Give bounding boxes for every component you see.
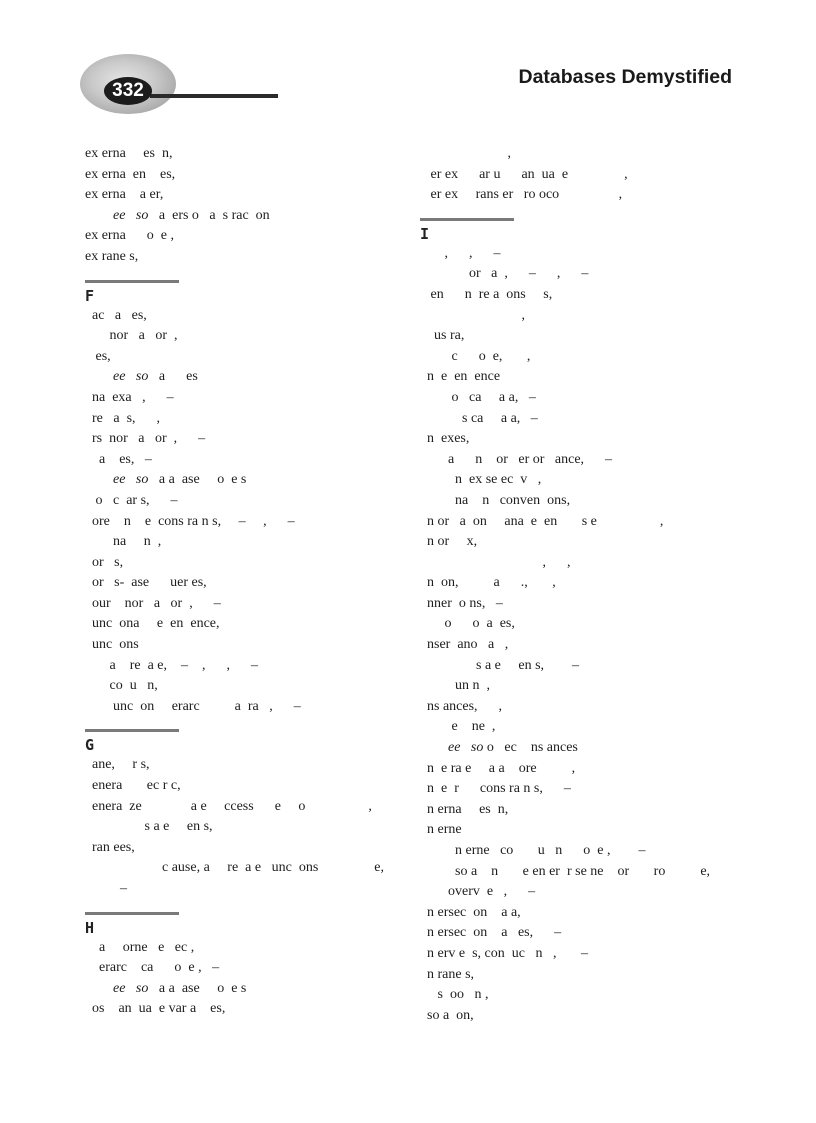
index-entry: e ne , bbox=[420, 719, 496, 735]
index-entry: n ex se ec v , bbox=[420, 472, 542, 488]
index-entry: c ause, a re a e unc ons e, bbox=[85, 860, 384, 876]
index-entry: ex erna es n, bbox=[85, 146, 173, 161]
index-entry: ex erna o e , bbox=[85, 228, 175, 244]
index-entry: co u n, bbox=[85, 678, 158, 694]
index-entry: unc ons bbox=[85, 637, 139, 653]
index-entry: na n , bbox=[85, 534, 162, 550]
index-entry: n exes, bbox=[420, 431, 470, 447]
index-column-left bbox=[85, 144, 415, 1020]
index-entry: ns ances, , bbox=[420, 698, 503, 714]
index-entry: n ersec on a a, bbox=[420, 904, 521, 920]
index-entry: ane, r s, bbox=[85, 757, 150, 773]
index-entry: en n re a ons s, bbox=[420, 286, 553, 302]
index-entry: n erne bbox=[420, 822, 462, 838]
section-divider bbox=[85, 274, 415, 286]
index-entry: er ex rans er ro oco , bbox=[420, 187, 623, 203]
index-entry: us ra, bbox=[420, 328, 465, 344]
page-number: 332 bbox=[112, 80, 144, 101]
index-entry: er ex ar u an ua e , bbox=[420, 166, 628, 182]
index-entry: so a on, bbox=[420, 1007, 474, 1023]
index-entry: ac a es, bbox=[85, 307, 147, 323]
index-entry: s oo n , bbox=[420, 987, 489, 1003]
index-entry: a re a e, – , , – bbox=[85, 657, 259, 673]
index-entry: n or a on ana e en s e , bbox=[420, 513, 664, 529]
index-column-right bbox=[420, 144, 750, 1026]
index-entry: – bbox=[85, 881, 127, 896]
index-entry: a orne e ec , bbox=[85, 939, 195, 955]
index-entry: ee so a a ase o e s bbox=[113, 980, 247, 996]
index-entry: s ca a a, – bbox=[420, 410, 538, 426]
index-entry: unc ona e en ence, bbox=[85, 616, 220, 632]
index-entry: ran ees, bbox=[85, 839, 135, 855]
book-title: Databases Demystified bbox=[518, 66, 732, 88]
index-entry: our nor a or , – bbox=[85, 595, 221, 611]
index-entry: na n conven ons, bbox=[420, 492, 571, 508]
index-entry: o c ar s, – bbox=[85, 492, 178, 508]
section-divider bbox=[85, 723, 415, 735]
index-entry: ee so a a ase o e s bbox=[113, 472, 247, 488]
index-entry: ee so a ers o a s rac on bbox=[113, 207, 270, 223]
index-entry: os an ua e var a es, bbox=[85, 1001, 226, 1017]
index-entry: ex erna a er, bbox=[85, 187, 164, 203]
index-entry: , , bbox=[420, 554, 571, 570]
index-entry: n e ra e a a ore , bbox=[420, 760, 576, 776]
index-entry: enera ec r c, bbox=[85, 778, 181, 794]
index-entry: s a e en s, – bbox=[420, 657, 580, 673]
index-entry: ee so a es bbox=[113, 369, 198, 385]
section-letter: F bbox=[85, 286, 95, 305]
index-entry: so a n e en er r se ne or ro e, bbox=[420, 863, 711, 879]
index-entry: n on, a ., , bbox=[420, 575, 556, 591]
index-entry: n e en ence bbox=[420, 369, 501, 385]
index-entry: n ersec on a es, – bbox=[420, 925, 562, 941]
index-entry: na exa , – bbox=[85, 389, 174, 405]
section-divider bbox=[420, 212, 750, 224]
index-entry: nner o ns, – bbox=[420, 595, 503, 611]
index-entry: es, bbox=[85, 348, 111, 364]
index-entry: or s- ase uer es, bbox=[85, 575, 207, 591]
index-entry: , bbox=[420, 307, 525, 323]
header-rule bbox=[150, 94, 278, 98]
index-entry: erarc ca o e , – bbox=[85, 960, 220, 976]
index-entry: ex erna en es, bbox=[85, 166, 176, 182]
index-entry: o ca a a, – bbox=[420, 389, 536, 405]
index-entry: ex rane s, bbox=[85, 248, 139, 264]
index-entry: ee so o ec ns ances bbox=[448, 740, 578, 756]
index-entry: s a e en s, bbox=[85, 819, 213, 835]
index-entry: overv e , – bbox=[420, 884, 536, 900]
index-entry: re a s, , bbox=[85, 410, 161, 426]
index-entry: nser ano a , bbox=[420, 637, 509, 653]
index-entry: n rane s, bbox=[420, 966, 475, 982]
section-letter: G bbox=[85, 736, 95, 755]
section-divider bbox=[85, 906, 415, 918]
index-entry: n e r cons ra n s, – bbox=[420, 781, 571, 797]
section-letter: I bbox=[420, 224, 430, 243]
index-entry: unc on erarc a ra , – bbox=[85, 698, 301, 714]
index-entry: o o a es, bbox=[420, 616, 515, 632]
index-entry: a n or er or ance, – bbox=[420, 451, 613, 467]
index-entry: n erv e s, con uc n , – bbox=[420, 945, 588, 961]
index-entry: n or x, bbox=[420, 534, 478, 550]
index-entry: , bbox=[420, 146, 511, 161]
index-entry: rs nor a or , – bbox=[85, 431, 206, 447]
index-entry: n erne co u n o e , – bbox=[420, 843, 646, 858]
index-entry: c o e, , bbox=[420, 348, 531, 364]
index-entry: or s, bbox=[85, 554, 124, 570]
index-entry: enera ze a e ccess e o , bbox=[85, 798, 372, 814]
section-letter: H bbox=[85, 918, 95, 937]
index-entry: or a , – , – bbox=[420, 266, 589, 282]
index-entry: a es, – bbox=[85, 451, 152, 467]
index-entry: un n , bbox=[420, 678, 490, 694]
index-entry: nor a or , bbox=[85, 328, 178, 344]
index-entry: , , – bbox=[420, 245, 501, 261]
index-entry: ore n e cons ra n s, – , – bbox=[85, 513, 295, 529]
index-entry: n erna es n, bbox=[420, 801, 509, 817]
